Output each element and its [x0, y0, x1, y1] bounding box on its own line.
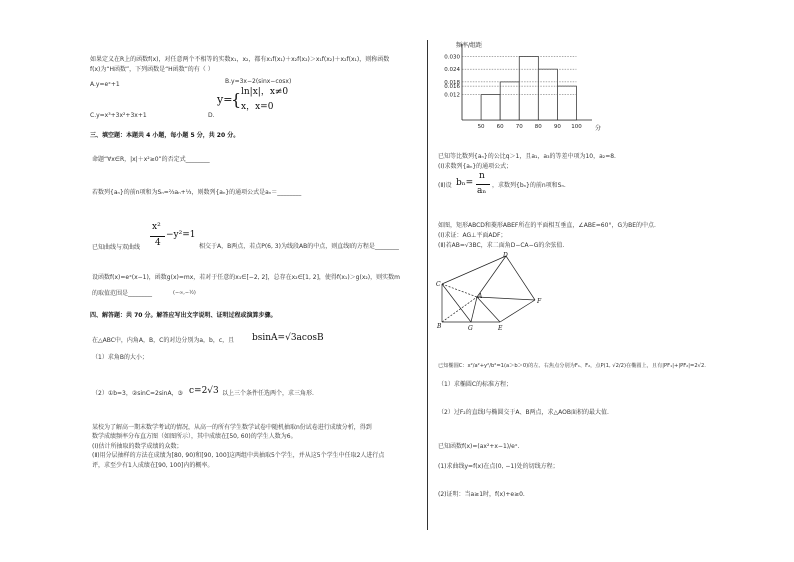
geometry-line3: (Ⅱ)若AB=√3BC，求二面角D−CA−G的余弦值. — [438, 242, 565, 249]
sequence-b-denominator: aₙ — [477, 186, 487, 196]
fill-question-3-prefix: 已知曲线与双曲线 — [92, 244, 141, 251]
hyperbola-fraction-bar — [150, 236, 165, 237]
q1-option-b: B.y=3x−2(sinx−cosx) — [225, 78, 292, 85]
column-divider — [427, 40, 428, 530]
fill-question-4-line1: 设函数f(x)=eˣ(x−1)，函数g(x)=mx，若对于任意的x₁∈[−2, 2]，总存在x₂∈[1, 2]，使得f(x₁)＞g(x₂)，则实数m — [92, 274, 400, 281]
point-label-d: D — [503, 252, 508, 259]
sequence-b-lhs: bₙ= — [456, 178, 474, 188]
section-solution-title: 四、解答题：共 70 分。解答应写出文字说明、证明过程或演算步骤。 — [90, 312, 277, 319]
q1-option-a: A.y=eˣ+1 — [90, 81, 120, 88]
q1-option-d: D. — [208, 112, 215, 119]
point-label-c: C — [436, 281, 441, 288]
solution-2-line1: 某校为了解高一期末数学考试的情况，从高一的所有学生数学试卷中随机抽取n份试卷进行成绩分析，得到 — [92, 424, 372, 431]
point-label-a: A — [478, 293, 483, 300]
fill-question-1: 命题“∀x∈R，|x|＋x²≥0”的否定式________ — [92, 156, 210, 163]
piecewise-brace: { — [231, 90, 242, 109]
sequence-fraction-bar — [476, 184, 490, 185]
point-label-f: F — [537, 298, 542, 305]
solution-1-equation: bsinA=√3acosB — [252, 333, 324, 343]
fill-question-3-suffix: 相交于A，B两点，若点P(6, 3)为线段AB的中点，则直线l的方程是________ — [199, 243, 399, 250]
histogram-y-tick-label: 0.024 — [444, 67, 460, 74]
fill-question-4-line2: 的取值范围是________ — [92, 290, 153, 297]
sequence-line4: ，求数列{bₙ}的前n项和Sₙ. — [492, 182, 566, 189]
solution-1-prefix: 在△ABC中，内角A，B，C的对边分别为a，b，c，且 — [92, 337, 235, 344]
ellipse-line1: 已知椭圆C：x²/a²+y²/b²=1(a＞b＞0)的左、右焦点分别为F₁、F₂，点P(1, √2/2)在椭圆上，且有|PF₁|+|PF₂|=2√2. — [438, 363, 706, 369]
sequence-b-numerator: n — [479, 171, 485, 181]
histogram-x-tick-label: 70 — [515, 124, 523, 130]
histogram-bar — [500, 82, 519, 120]
function-line3: (2)证明：当a≥1时，f(x)+e≥0. — [438, 491, 525, 498]
geometry-figure — [432, 252, 552, 332]
q1-option-c: C.y=x³+3x²+3x+1 — [90, 112, 147, 119]
section-fill-in-title: 三、填空题：本题共 4 小题，每小题 5 分，共 20 分。 — [90, 132, 240, 139]
geometry-line2: (Ⅰ)求证：AG⊥平面ADF； — [438, 232, 507, 239]
piecewise-case1: ln|x|，x≠0 — [241, 87, 289, 97]
sequence-line3: (Ⅱ)设 — [438, 182, 452, 189]
sequence-line1: 已知等比数列{aₙ}的公比q＞1，且a₁，a₃的等差中项为10，a₂=8. — [438, 153, 616, 160]
solution-2-line2: 数学成绩频率分布直方图（如图所示），其中成绩在[50, 60)的学生人数为6。 — [92, 433, 297, 440]
solution-2-line3: (Ⅰ)估计所抽取的数学成绩的众数； — [92, 443, 183, 450]
sequence-line2: (Ⅰ)求数列{aₙ}的通项公式； — [438, 163, 513, 170]
solution-2-line5: 评，求至少有1人成绩在[90, 100]内的概率。 — [92, 462, 214, 469]
histogram-y-label: 频率/组距 — [456, 42, 483, 49]
function-line1: 已知函数f(x)=(ax²+x−1)/eˣ. — [438, 443, 520, 450]
histogram-y-tick-label: 0.016 — [444, 84, 460, 91]
histogram-x-tick-label: 60 — [496, 124, 504, 130]
histogram-x-label: 分 — [595, 125, 602, 132]
hyperbola-denominator: 4 — [155, 238, 161, 248]
piecewise-lhs: y= — [217, 93, 233, 106]
solution-1-part1: （1）求角B的大小； — [92, 354, 148, 361]
histogram-y-tick-label: 0.018 — [444, 79, 460, 86]
q1-text-line2: f(x)为“H函数”，下列函数是“H函数”的有（ ） — [90, 66, 214, 73]
solution-1-part2-equation: c=2√3 — [189, 386, 219, 396]
histogram-bar — [519, 56, 538, 120]
point-label-b: B — [437, 323, 442, 330]
ellipse-line2: （1）求椭圆C的标准方程； — [438, 381, 513, 388]
solution-2-line4: (Ⅱ)用分层抽样的方法在成绩为[80, 90)和[90, 100]这两组中共抽取5个学生，并从这5个学生中任取2人进行点 — [92, 452, 385, 459]
geometry-line1: 如图，矩形ABCD和菱形ABEF所在的平面相互垂直，∠ABE=60°，G为BE的中点. — [438, 222, 656, 229]
fill-question-4-answer: (−∞,−½) — [173, 290, 196, 296]
q1-text-line1: 如果定义在R上的函数f(x)，对任意两个不相等的实数x₁，x₂，都有x₁f(x₁)＋x₂f(x₂)＞x₁f(x₂)＋x₂f(x₁)，则称函数 — [90, 56, 390, 63]
fill-question-2: 若数列{aₙ}的前n项和为Sₙ=⅔aₙ+⅓，则数列{aₙ}的通项公式是aₙ＝________ — [92, 189, 302, 196]
histogram-bar — [481, 95, 500, 120]
histogram-bar — [557, 86, 576, 120]
histogram-y-tick-label: 0.030 — [444, 54, 460, 61]
solution-1-part2-suffix: 以上三个条件任选两个，求三角形. — [222, 390, 314, 397]
histogram-x-tick-label: 100 — [571, 124, 582, 130]
piecewise-case2: x，x=0 — [241, 102, 274, 112]
histogram-y-tick-label: 0.012 — [444, 92, 460, 99]
histogram-x-tick-label: 50 — [477, 124, 485, 130]
solution-1-part2-prefix: （2）①b=3，②sinC=2sinA，③ — [92, 390, 183, 397]
ellipse-line3: （2）过F₂的直线l与椭圆交于A、B两点，求△AOB面积的最大值. — [438, 409, 609, 416]
function-line2: (1)求曲线y=f(x)在点(0, −1)处的切线方程； — [438, 463, 559, 470]
point-label-g: G — [468, 325, 473, 332]
histogram-x-tick-label: 90 — [553, 124, 561, 130]
hyperbola-numerator: x² — [152, 222, 161, 232]
frequency-histogram — [432, 38, 602, 134]
histogram-x-tick-label: 80 — [534, 124, 542, 130]
hyperbola-rest: −y²=1 — [166, 230, 196, 240]
point-label-e: E — [498, 325, 503, 332]
